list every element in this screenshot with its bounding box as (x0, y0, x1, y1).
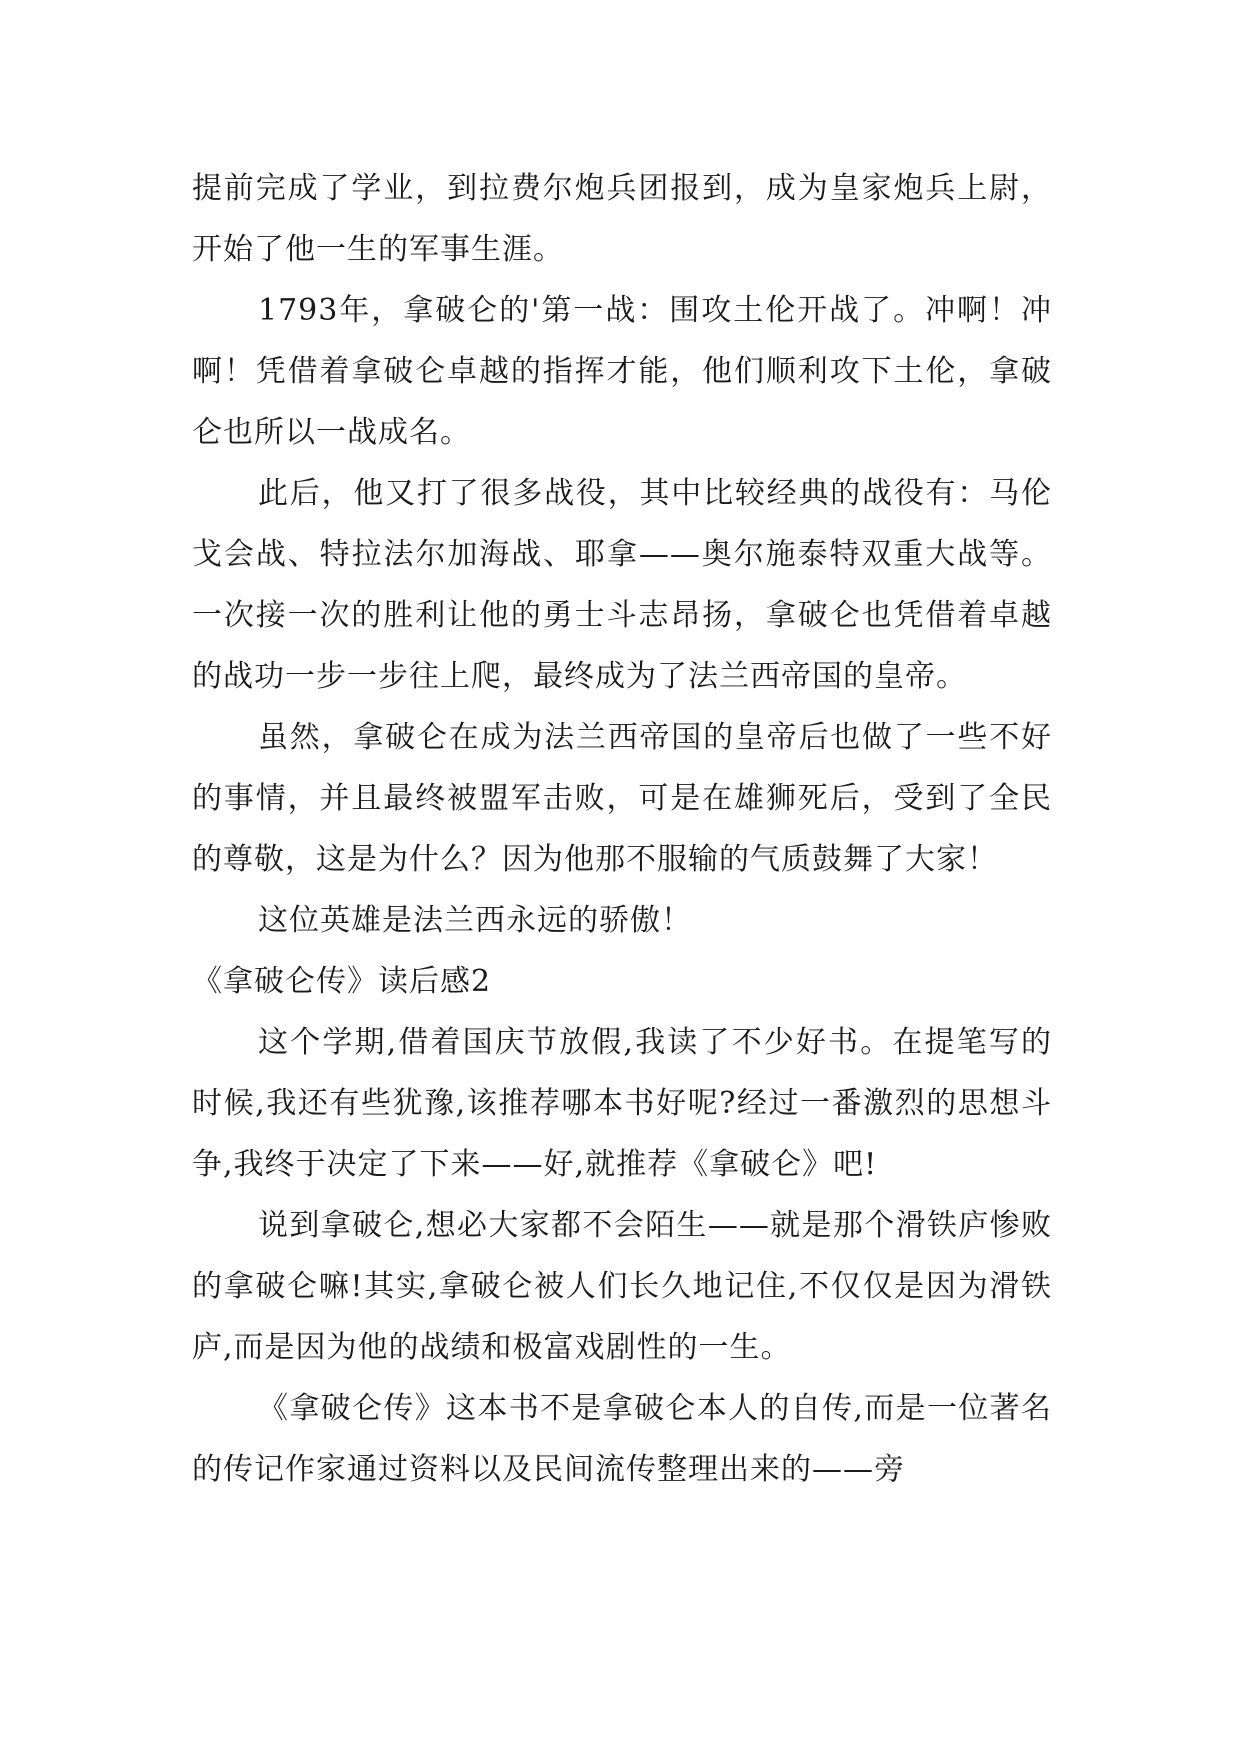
document-body (192, 158, 1052, 1500)
paragraph-campaigns: 此后，他又打了很多战役，其中比较经典的战役有：马伦戈会战、特拉法尔加海战、耶拿——奥尔施泰特双重大战等。一次接一次的胜利让他的勇士斗志昂扬，拿破仑也凭借着卓越的战功一步一步往上爬，最终成为了法兰西帝国的皇帝。 (192, 476, 1052, 694)
paragraph-book-intro: 《拿破仑传》这本书不是拿破仑本人的自传,而是一位著名的传记作家通过资料以及民间流传整理出来的——旁 (192, 1391, 1052, 1487)
paragraph-pride: 这位英雄是法兰西永远的骄傲！ (258, 903, 692, 938)
paragraph-continued: 提前完成了学业，到拉费尔炮兵团报到，成为皇家炮兵上尉，开始了他一生的军事生涯。 (192, 171, 1052, 267)
paragraph-respect: 虽然，拿破仑在成为法兰西帝国的皇帝后也做了一些不好的事情，并且最终被盟军击败，可是在雄狮死后，受到了全民的尊敬，这是为什么？因为他那不服输的气质鼓舞了大家！ (192, 720, 1052, 877)
paragraph-waterloo: 说到拿破仑,想必大家都不会陌生——就是那个滑铁庐惨败的拿破仑嘛!其实,拿破仑被人们长久地记住,不仅仅是因为滑铁庐,而是因为他的战绩和极富戏剧性的一生。 (192, 1208, 1052, 1365)
paragraph-reading: 这个学期,借着国庆节放假,我读了不少好书。在提笔写的时候,我还有些犹豫,该推荐哪本书好呢?经过一番激烈的思想斗争,我终于决定了下来——好,就推荐《拿破仑》吧! (192, 1025, 1052, 1182)
paragraph-toulon: 1793年，拿破仑的'第一战：围攻土伦开战了。冲啊！冲啊！凭借着拿破仑卓越的指挥才能，他们顺利攻下土伦，拿破仑也所以一战成名。 (192, 293, 1052, 450)
section-title: 《拿破仑传》读后感2 (192, 964, 492, 999)
